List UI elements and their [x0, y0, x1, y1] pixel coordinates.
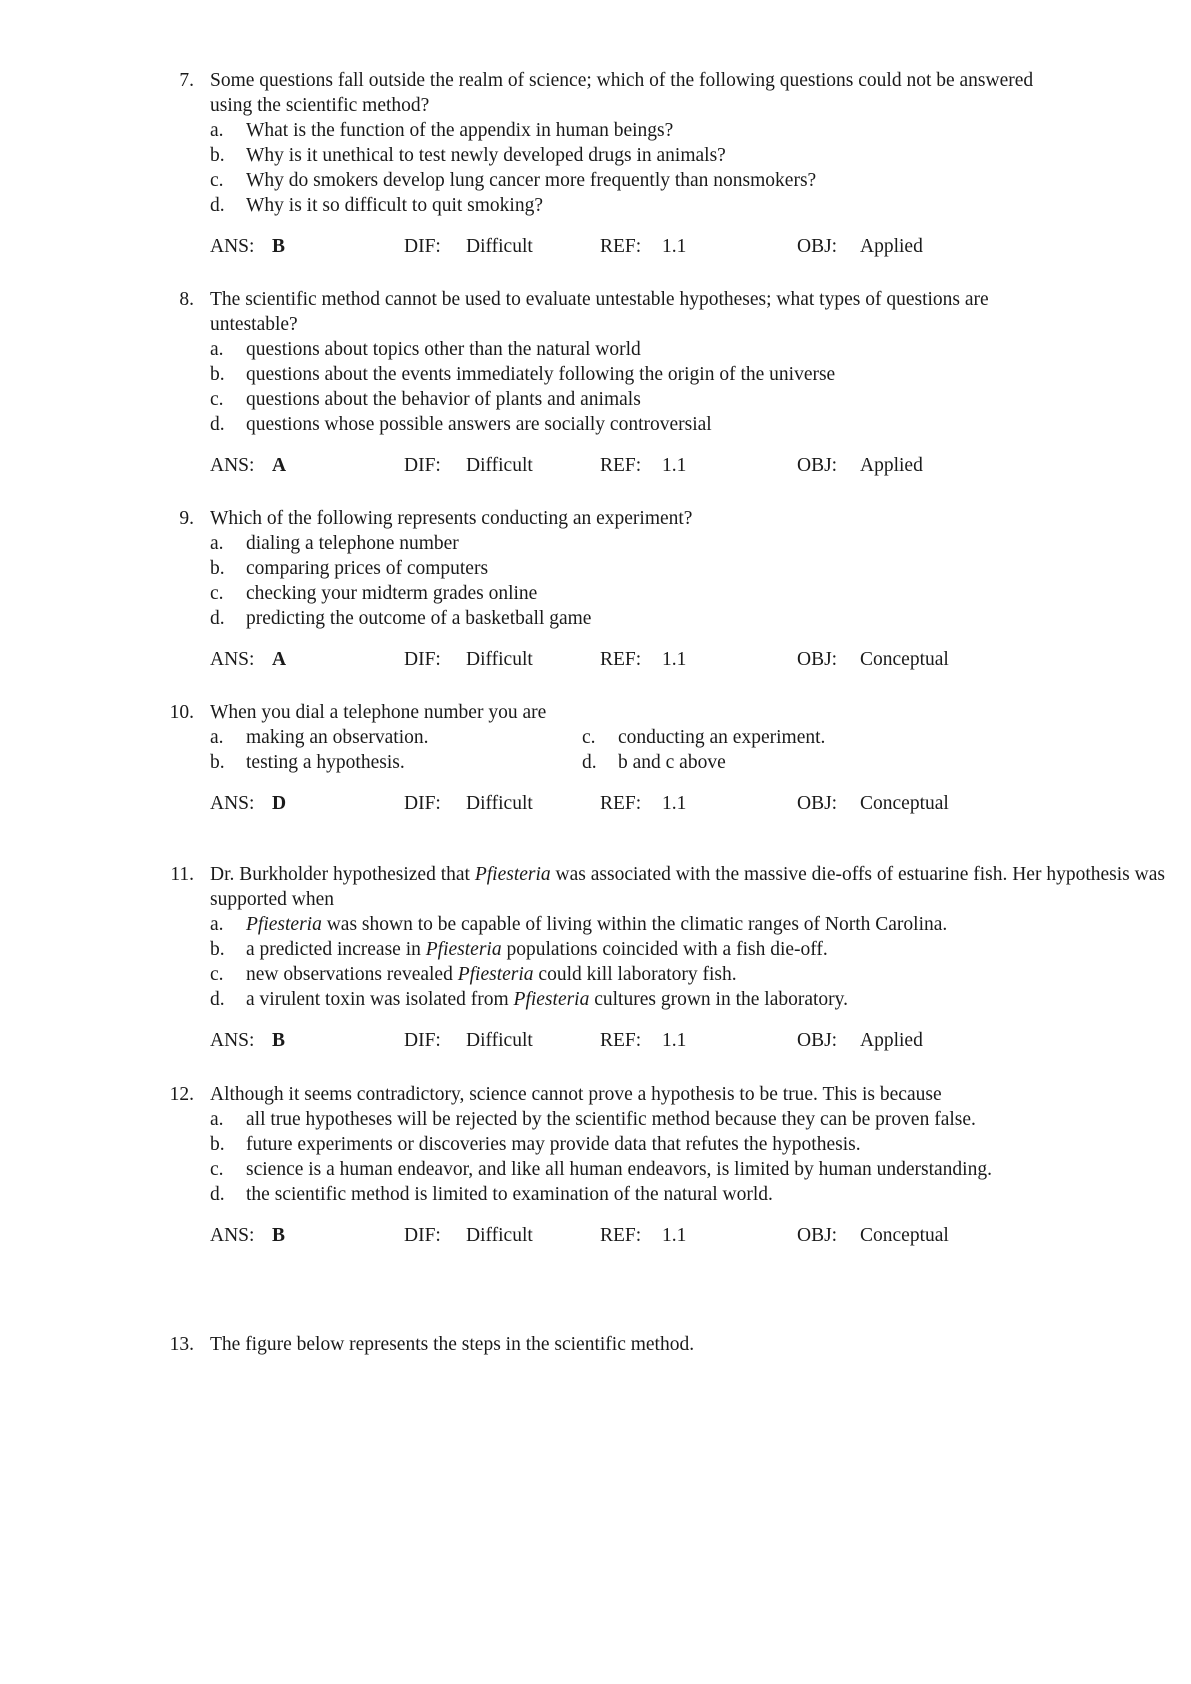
choice-d	[158, 412, 1118, 437]
choice-text: testing a hypothesis.	[246, 752, 405, 773]
ans-value: A	[272, 649, 287, 670]
choice-letter: d.	[210, 1184, 225, 1205]
ans-value: B	[272, 1030, 286, 1051]
stem-text: Dr. Burkholder hypothesized that	[210, 864, 475, 885]
ref-label: REF:	[600, 1225, 642, 1246]
ans-label: ANS:	[210, 1030, 255, 1051]
question-stem: Although it seems contradictory, science cannot prove a hypothesis to be true. This is because	[210, 1084, 942, 1105]
obj-label: OBJ:	[797, 649, 838, 670]
ans-label: ANS:	[210, 649, 255, 670]
choice-b	[158, 750, 582, 775]
dif-label: DIF:	[404, 793, 441, 814]
question-number: 7.	[179, 70, 194, 91]
question-stem: Some questions fall outside the realm of science; which of the following questions could not be answered using the scientific method?	[210, 70, 1034, 116]
dif-value: Difficult	[466, 649, 533, 670]
choice-list	[158, 912, 1118, 1012]
question-11	[158, 862, 1165, 1053]
choice-letter: d.	[210, 989, 225, 1010]
dif-label: DIF:	[404, 236, 441, 257]
stem-text: was associated with the massive die-offs of estuarine fish. Her hypothesis was supported when	[210, 864, 1165, 910]
choice-text: conducting an experiment.	[618, 727, 826, 748]
choice-letter: c.	[210, 964, 224, 985]
choice-letter: d.	[582, 752, 597, 773]
choice-a	[158, 912, 1118, 937]
choice-letter: a.	[210, 339, 224, 360]
choice-a	[158, 1107, 1028, 1132]
choice-letter: c.	[210, 1159, 224, 1180]
choice-b	[158, 556, 1118, 581]
choice-text: b and c above	[618, 752, 726, 773]
ans-value: B	[272, 1225, 286, 1246]
question-13	[158, 1332, 1118, 1357]
ref-label: REF:	[600, 649, 642, 670]
choice-text: Why is it unethical to test newly developed drugs in animals?	[246, 145, 726, 166]
choice-d	[582, 750, 1062, 775]
choice-text: future experiments or discoveries may provide data that refutes the hypothesis.	[246, 1134, 861, 1155]
obj-value: Applied	[860, 455, 923, 476]
choice-a	[158, 725, 582, 750]
question-number: 9.	[179, 508, 194, 529]
obj-label: OBJ:	[797, 236, 838, 257]
dif-label: DIF:	[404, 1225, 441, 1246]
obj-value: Conceptual	[860, 1225, 949, 1246]
choice-letter: c.	[210, 170, 224, 191]
ref-label: REF:	[600, 455, 642, 476]
question-12	[158, 1082, 1118, 1248]
choice-letter: b.	[210, 558, 225, 579]
answer-metadata	[158, 791, 1118, 816]
choice-letter: b.	[210, 752, 225, 773]
ref-label: REF:	[600, 1030, 642, 1051]
choice-c	[158, 962, 1118, 987]
obj-label: OBJ:	[797, 1030, 838, 1051]
choice-list	[158, 337, 1118, 437]
choice-list	[158, 118, 1118, 218]
choice-b	[158, 1132, 1028, 1157]
choice-b	[158, 143, 1118, 168]
choice-letter: d.	[210, 195, 225, 216]
choice-text: all true hypotheses will be rejected by the scientific method because they can be proven false.	[246, 1109, 976, 1130]
question-number: 8.	[179, 289, 194, 310]
species-name: Pfiesteria	[457, 964, 534, 985]
choice-list	[158, 531, 1118, 631]
choice-text: predicting the outcome of a basketball game	[246, 608, 592, 629]
choice-a	[158, 337, 1118, 362]
choice-c	[582, 725, 1062, 750]
choice-letter: c.	[582, 727, 596, 748]
dif-label: DIF:	[404, 1030, 441, 1051]
choice-text: the scientific method is limited to examination of the natural world.	[246, 1184, 773, 1205]
choice-letter: b.	[210, 939, 225, 960]
ans-label: ANS:	[210, 236, 255, 257]
ans-label: ANS:	[210, 1225, 255, 1246]
choice-text: questions whose possible answers are socially controversial	[246, 414, 712, 435]
choice-text: Why do smokers develop lung cancer more frequently than nonsmokers?	[246, 170, 817, 191]
ref-value: 1.1	[662, 1030, 687, 1051]
question-number: 10.	[169, 702, 194, 723]
answer-metadata	[158, 453, 1118, 478]
choice-letter: a.	[210, 1109, 224, 1130]
dif-value: Difficult	[466, 793, 533, 814]
choice-text: populations coincided with a fish die-off.	[501, 939, 828, 960]
choice-text: making an observation.	[246, 727, 429, 748]
choice-text: questions about topics other than the natural world	[246, 339, 641, 360]
choice-d	[158, 193, 1118, 218]
question-stem: The scientific method cannot be used to evaluate untestable hypotheses; what types of questions are untestable?	[210, 289, 989, 335]
question-number: 13.	[169, 1334, 194, 1355]
choice-letter: a.	[210, 533, 224, 554]
choice-text: Why is it so difficult to quit smoking?	[246, 195, 544, 216]
choice-list	[158, 1107, 1028, 1207]
question-10	[158, 700, 1118, 816]
answer-metadata	[158, 1028, 1118, 1053]
question-9	[158, 506, 1118, 672]
ref-value: 1.1	[662, 649, 687, 670]
ref-value: 1.1	[662, 455, 687, 476]
dif-value: Difficult	[466, 455, 533, 476]
ref-label: REF:	[600, 793, 642, 814]
ans-label: ANS:	[210, 793, 255, 814]
obj-label: OBJ:	[797, 793, 838, 814]
ans-value: D	[272, 793, 287, 814]
question-stem: When you dial a telephone number you are	[210, 702, 547, 723]
choice-letter: d.	[210, 414, 225, 435]
question-8	[158, 287, 1118, 478]
choice-letter: a.	[210, 120, 224, 141]
choice-letter: c.	[210, 583, 224, 604]
dif-value: Difficult	[466, 1030, 533, 1051]
answer-metadata	[158, 1223, 1118, 1248]
choice-d	[158, 1182, 1028, 1207]
question-7	[158, 68, 1118, 259]
choice-text: new observations revealed	[246, 964, 458, 985]
choice-text: What is the function of the appendix in human beings?	[246, 120, 674, 141]
choice-a	[158, 118, 1118, 143]
answer-metadata	[158, 647, 1118, 672]
choice-text: questions about the events immediately following the origin of the universe	[246, 364, 836, 385]
choice-text: cultures grown in the laboratory.	[589, 989, 849, 1010]
obj-value: Conceptual	[860, 649, 949, 670]
answer-metadata	[158, 234, 1118, 259]
obj-value: Conceptual	[860, 793, 949, 814]
choice-c	[158, 1157, 1028, 1182]
choice-a	[158, 531, 1118, 556]
dif-label: DIF:	[404, 455, 441, 476]
choice-letter: c.	[210, 389, 224, 410]
species-name: Pfiesteria	[474, 864, 551, 885]
choice-b	[158, 937, 1118, 962]
question-stem: Which of the following represents conducting an experiment?	[210, 508, 693, 529]
dif-value: Difficult	[466, 236, 533, 257]
choice-text: science is a human endeavor, and like all human endeavors, is limited by human understanding.	[246, 1159, 992, 1180]
question-number: 11.	[170, 864, 194, 885]
question-number: 12.	[169, 1084, 194, 1105]
choice-list	[158, 725, 1118, 775]
choice-text: checking your midterm grades online	[246, 583, 538, 604]
ans-value: A	[272, 455, 287, 476]
choice-c	[158, 387, 1118, 412]
choice-text: dialing a telephone number	[246, 533, 459, 554]
species-name: Pfiesteria	[513, 989, 590, 1010]
choice-letter: d.	[210, 608, 225, 629]
choice-text: comparing prices of computers	[246, 558, 489, 579]
ref-value: 1.1	[662, 236, 687, 257]
choice-text: was shown to be capable of living within the climatic ranges of North Carolina.	[321, 914, 948, 935]
obj-value: Applied	[860, 236, 923, 257]
choice-text: could kill laboratory fish.	[533, 964, 737, 985]
choice-text: questions about the behavior of plants and animals	[246, 389, 641, 410]
choice-c	[158, 168, 1118, 193]
question-stem	[210, 864, 1165, 910]
choice-b	[158, 362, 1118, 387]
obj-label: OBJ:	[797, 1225, 838, 1246]
obj-label: OBJ:	[797, 455, 838, 476]
ans-label: ANS:	[210, 455, 255, 476]
choice-letter: a.	[210, 914, 224, 935]
obj-value: Applied	[860, 1030, 923, 1051]
ref-label: REF:	[600, 236, 642, 257]
choice-letter: a.	[210, 727, 224, 748]
choice-letter: b.	[210, 1134, 225, 1155]
ref-value: 1.1	[662, 1225, 687, 1246]
choice-letter: b.	[210, 364, 225, 385]
choice-d	[158, 606, 1118, 631]
choice-text: a virulent toxin was isolated from	[246, 989, 514, 1010]
species-name: Pfiesteria	[246, 914, 322, 935]
ref-value: 1.1	[662, 793, 687, 814]
choice-c	[158, 581, 1118, 606]
question-stem: The figure below represents the steps in the scientific method.	[210, 1334, 695, 1355]
choice-letter: b.	[210, 145, 225, 166]
choice-text: a predicted increase in	[246, 939, 426, 960]
dif-value: Difficult	[466, 1225, 533, 1246]
dif-label: DIF:	[404, 649, 441, 670]
ans-value: B	[272, 236, 286, 257]
choice-d	[158, 987, 1118, 1012]
species-name: Pfiesteria	[425, 939, 502, 960]
